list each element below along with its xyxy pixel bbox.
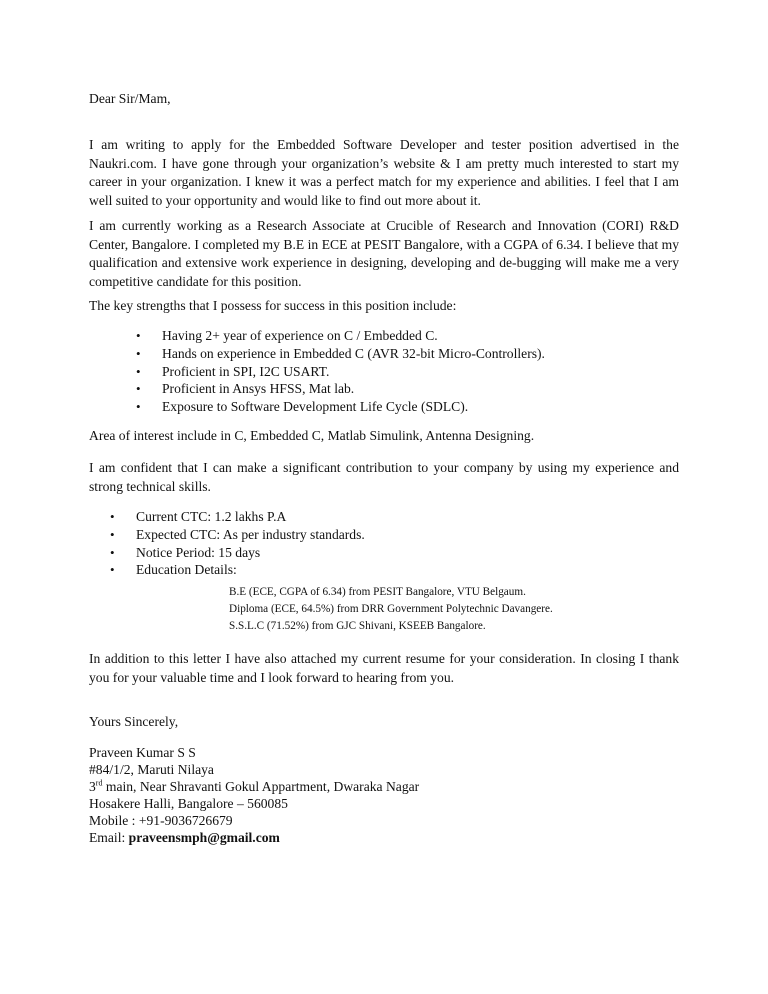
- experience-paragraph: I am currently working as a Research Associate at Crucible of Research and Innovation (CORI) R&D Center, Bangalore. I completed my B.E in ECE at PESIT Bangalore, with a CGPA of 6.34. I believe that my qualification and extensive work experience in designing, developing and de-bugging will make me a very competitive candidate for this position.: [89, 218, 679, 289]
- address-number: 3: [89, 779, 96, 794]
- list-item: • Exposure to Software Development Life Cycle (SDLC).: [136, 398, 545, 416]
- closing-paragraph: In addition to this letter I have also attached my current resume for your consideration. In closing I thank you for your valuable time and I look forward to hearing from you.: [89, 651, 679, 685]
- education-item: B.E (ECE, CGPA of 6.34) from PESIT Bangalore, VTU Belgaum.: [229, 586, 526, 598]
- address-line-3: Hosakere Halli, Bangalore – 560085: [89, 796, 288, 811]
- address-line-2: [89, 778, 419, 795]
- signature-block: [89, 744, 419, 846]
- intro-paragraph: I am writing to apply for the Embedded Software Developer and tester position advertised in the Naukri.com. I have gone through your organization’s website & I am pretty much interested to start my career in your organization. I knew it was a perfect match for my experience and abilities. I feel that I am well suited to your opportunity and would like to find out more about it.: [89, 137, 679, 208]
- email-label: Email:: [89, 830, 129, 845]
- list-item: • Hands on experience in Embedded C (AVR 32-bit Micro-Controllers).: [136, 345, 545, 363]
- mobile-number: Mobile : +91-9036726679: [89, 813, 233, 828]
- strengths-list: [136, 327, 545, 416]
- list-item: • Expected CTC: As per industry standards.: [110, 526, 365, 544]
- list-item: • Current CTC: 1.2 lakhs P.A: [110, 508, 365, 526]
- signoff: Yours Sincerely,: [89, 714, 179, 729]
- ordinal-suffix: rd: [95, 778, 103, 788]
- list-item: • Notice Period: 15 days: [110, 544, 365, 562]
- address-street: main, Near Shravanti Gokul Appartment, Dwaraka Nagar: [102, 779, 420, 794]
- education-list: [229, 584, 553, 635]
- address-line-1: #84/1/2, Maruti Nilaya: [89, 762, 214, 777]
- education-item: S.S.L.C (71.52%) from GJC Shivani, KSEEB Bangalore.: [229, 620, 486, 632]
- list-item: • Proficient in SPI, I2C USART.: [136, 363, 545, 381]
- interest-paragraph: Area of interest include in C, Embedded C, Matlab Simulink, Antenna Designing.: [89, 428, 535, 443]
- list-item: • Education Details:: [110, 561, 365, 579]
- contribution-paragraph: I am confident that I can make a significant contribution to your company by using my experience and strong technical skills.: [89, 460, 679, 494]
- email-line: [89, 829, 419, 846]
- education-item: Diploma (ECE, 64.5%) from DRR Government Polytechnic Davangere.: [229, 603, 553, 615]
- salutation: Dear Sir/Mam,: [89, 91, 171, 106]
- email-address[interactable]: praveensmph@gmail.com: [128, 830, 280, 845]
- list-item: • Having 2+ year of experience on C / Embedded C.: [136, 327, 545, 345]
- strengths-intro: The key strengths that I possess for success in this position include:: [89, 298, 457, 313]
- details-list: [110, 508, 365, 579]
- list-item: • Proficient in Ansys HFSS, Mat lab.: [136, 380, 545, 398]
- signer-name: Praveen Kumar S S: [89, 745, 196, 760]
